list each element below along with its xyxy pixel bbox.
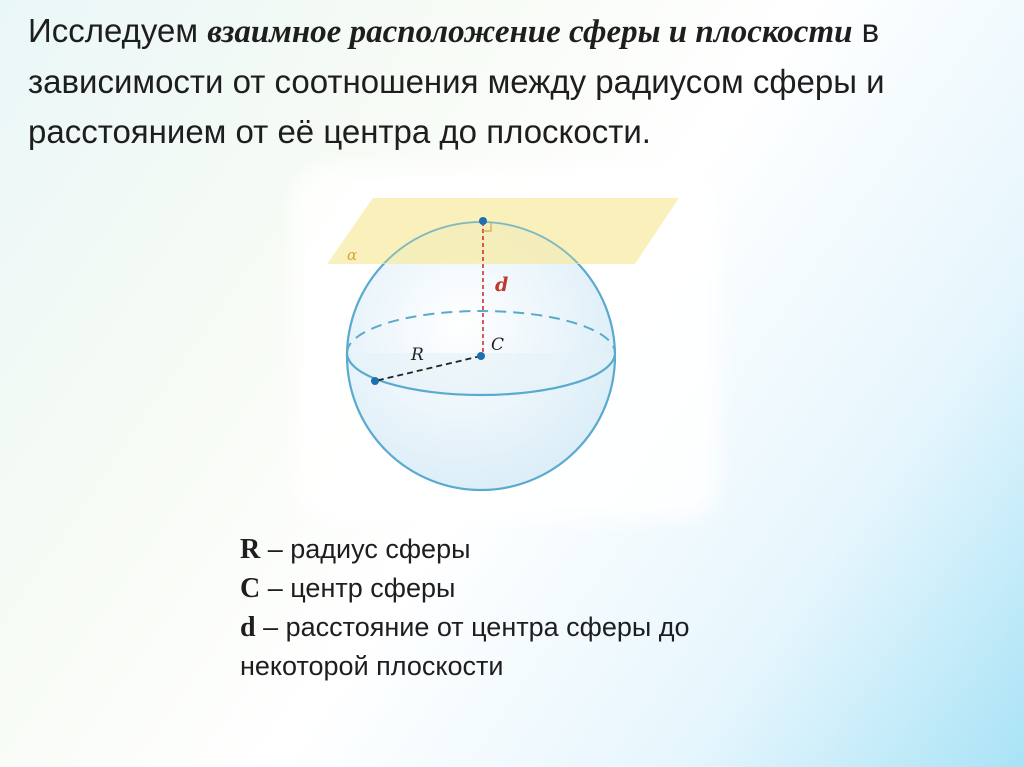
legend-text: – центр сферы: [267, 573, 456, 603]
slide-heading: [28, 6, 1008, 157]
radius-label: R: [411, 345, 424, 365]
surface-point: [371, 377, 379, 385]
heading-rest: в зависимости от соотношения между радиусом сферы и расстоянием от её центра до плоскости.: [28, 12, 885, 150]
legend: [240, 530, 780, 685]
sphere-plane-diagram: [305, 178, 707, 508]
plane-label: α: [347, 246, 358, 264]
heading-emphasis: взаимное расположение сферы и плоскости: [207, 14, 853, 50]
center-point: [477, 352, 485, 360]
heading-lead: Исследуем: [28, 12, 199, 49]
legend-text: – расстояние от центра сферы до некоторой плоскости: [240, 612, 690, 681]
diagram-panel: [305, 178, 707, 508]
legend-text: – радиус сферы: [267, 534, 471, 564]
center-label: C: [491, 335, 505, 355]
legend-symbol: C: [240, 573, 261, 604]
legend-symbol: R: [240, 534, 261, 565]
legend-item-radius: [240, 530, 780, 569]
tangent-point: [479, 217, 487, 225]
tangent-plane: [327, 198, 679, 264]
legend-symbol: d: [240, 612, 256, 643]
legend-item-center: [240, 569, 780, 608]
legend-item-distance: [240, 608, 780, 685]
distance-label: d: [495, 274, 509, 296]
